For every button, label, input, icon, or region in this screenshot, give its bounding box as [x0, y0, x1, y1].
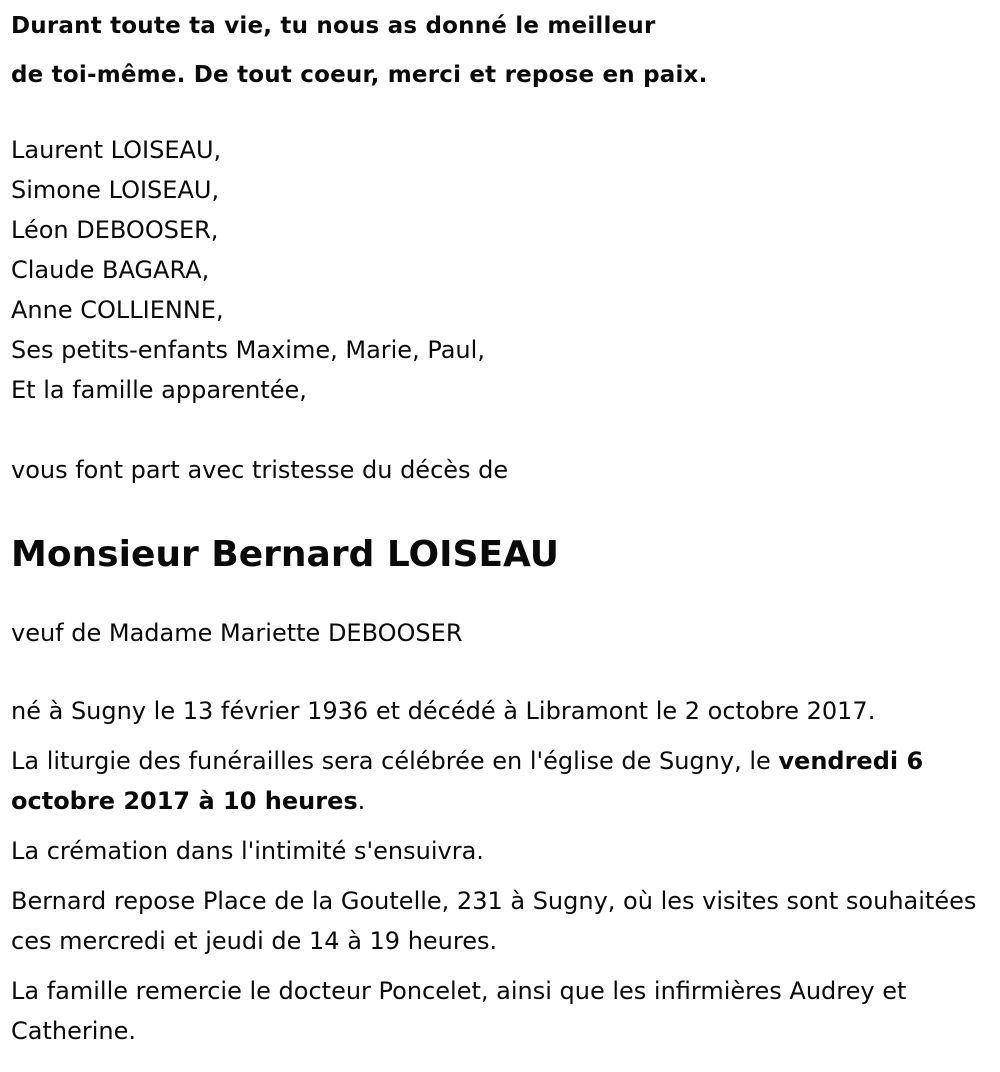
announcement-text: vous font part avec tristesse du décès de [11, 456, 509, 484]
obituary-notice [11, 0, 986, 1061]
family-member: Léon DEBOOSER, [11, 216, 219, 244]
family-relatives: Et la famille apparentée, [11, 376, 307, 404]
deceased-name: Monsieur Bernard LOISEAU [11, 534, 560, 575]
birth-death-text: né à Sugny le 13 février 1936 et décédé à Libramont le 2 octobre 2017. [11, 697, 876, 725]
visitation-text: Bernard repose Place de la Goutelle, 231 à Sugny, où les visites sont souhaitées ces mercredi et jeudi de 14 à 19 heures. [11, 887, 977, 955]
liturgy-end: . [357, 787, 366, 815]
family-member: Laurent LOISEAU, [11, 136, 222, 164]
liturgy-date-time: vendredi 6 octobre 2017 à 10 heures [11, 747, 924, 815]
epitaph [11, 2, 986, 100]
family-grandchildren: Ses petits-enfants Maxime, Marie, Paul, [11, 336, 485, 364]
epitaph-line-2: de toi-même. De tout coeur, merci et repose en paix. [11, 62, 708, 88]
family-member: Claude BAGARA, [11, 256, 210, 284]
widow-of-text: veuf de Madame Mariette DEBOOSER [11, 619, 463, 647]
details [11, 691, 986, 1051]
liturgy-text [11, 741, 986, 821]
cremation-text: La crémation dans l'intimité s'ensuivra. [11, 837, 484, 865]
liturgy-intro: La liturgie des funérailles sera célébrée en l'église de Sugny, le [11, 747, 779, 775]
family-member: Anne COLLIENNE, [11, 296, 224, 324]
family-member: Simone LOISEAU, [11, 176, 220, 204]
family-list [11, 130, 986, 410]
epitaph-line-1: Durant toute ta vie, tu nous as donné le meilleur [11, 13, 656, 39]
thanks-text: La famille remercie le docteur Poncelet, ainsi que les infirmières Audrey et Catherine. [11, 977, 907, 1045]
